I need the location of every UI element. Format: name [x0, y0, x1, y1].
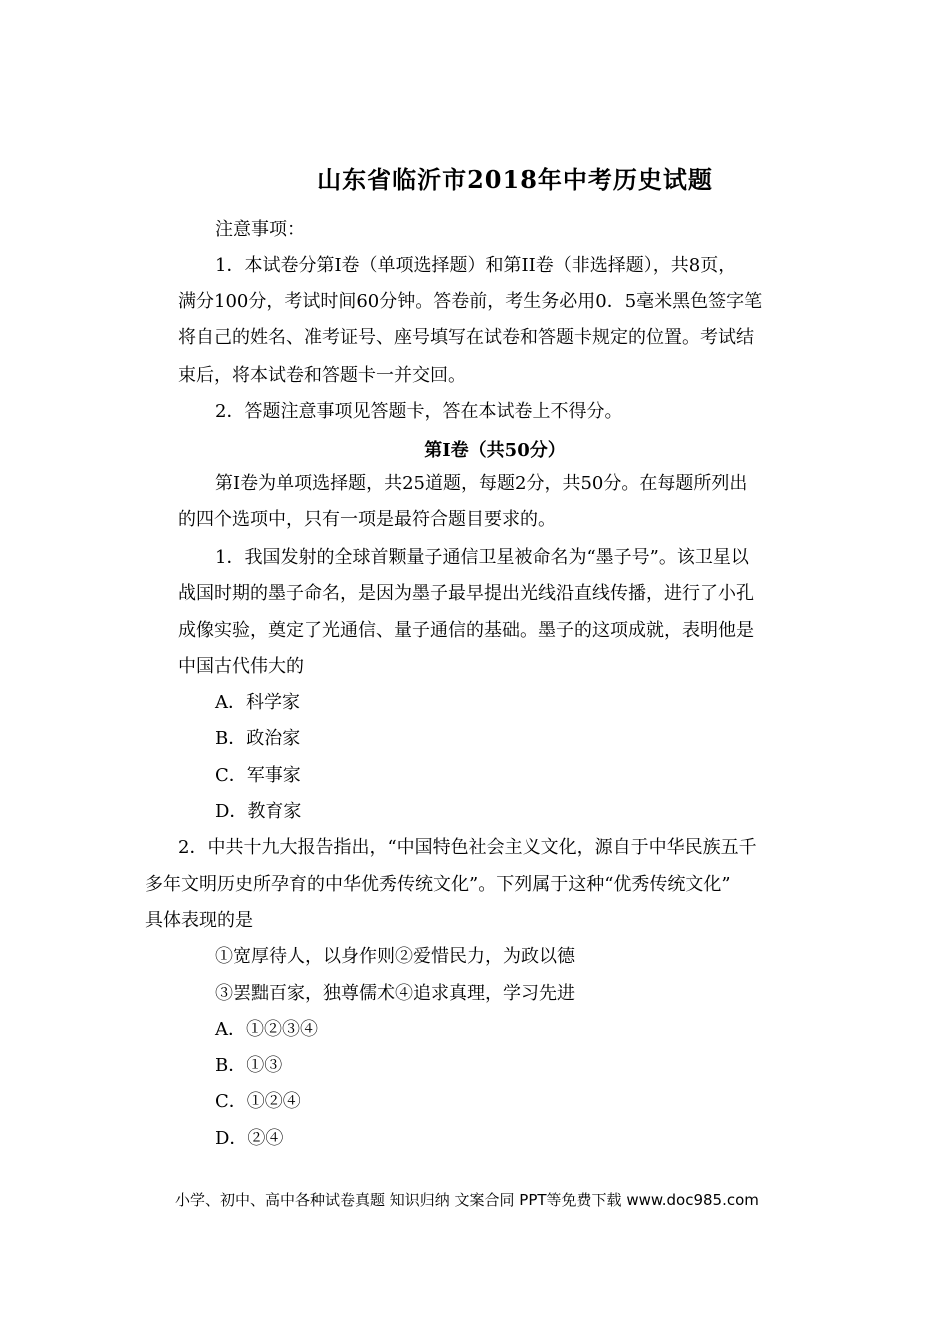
q1-stem-line4: 中国古代伟大的: [178, 656, 304, 677]
q1-stem-line1: 1．我国发射的全球首颗量子通信卫星被命名为“墨子号”。该卫星以: [215, 547, 749, 568]
q2-option-a: A．①②③④: [215, 1019, 318, 1040]
notice-item2: 2．答题注意事项见答题卡，答在本试卷上不得分。: [215, 401, 623, 422]
q2-option-d: D．②④: [215, 1128, 284, 1149]
q1-option-a: A．科学家: [215, 692, 300, 713]
page-title: 山东省临沂市2018年中考历史试题: [317, 165, 713, 194]
q2-stem-line2: 多年文明历史所孕育的中华优秀传统文化”。下列属于这种“优秀传统文化”: [145, 874, 731, 895]
notice-item1-line3: 将自己的姓名、准考证号、座号填写在试卷和答题卡规定的位置。考试结: [178, 327, 754, 348]
q1-stem-line3: 成像实验，奠定了光通信、量子通信的基础。墨子的这项成就，表明他是: [178, 620, 754, 641]
notice-heading: 注意事项：: [215, 219, 305, 240]
page-footer: 小学、初中、高中各种试卷真题 知识归纳 文案合同 PPT等免费下载 www.doc985.com: [175, 1191, 759, 1209]
section1-intro-line2: 的四个选项中，只有一项是最符合题目要求的。: [178, 509, 556, 530]
notice-item1-line4: 束后，将本试卷和答题卡一并交回。: [178, 365, 466, 386]
q1-option-b: B．政治家: [215, 728, 301, 749]
notice-item1-line1: 1．本试卷分第Ⅰ卷（单项选择题）和第II卷（非选择题），共8页，: [215, 255, 737, 276]
q2-item-line2: ③罢黜百家，独尊儒术④追求真理，学习先进: [215, 983, 575, 1004]
q2-item-line1: ①宽厚待人，以身作则②爱惜民力，为政以德: [215, 946, 575, 967]
notice-item1-line2: 满分100分，考试时间60分钟。答卷前，考生务必用0．5毫米黑色签字笔: [178, 291, 763, 312]
section1-intro-line1: 第Ⅰ卷为单项选择题，共25道题，每题2分，共50分。在每题所列出: [215, 473, 748, 494]
q1-option-c: C．军事家: [215, 765, 301, 786]
q1-option-d: D．教育家: [215, 801, 302, 822]
q1-stem-line2: 战国时期的墨子命名，是因为墨子最早提出光线沿直线传播，进行了小孔: [178, 583, 754, 604]
q2-stem-line3: 具体表现的是: [145, 910, 253, 931]
q2-option-b: B．①③: [215, 1055, 283, 1076]
section1-heading: 第Ⅰ卷（共50分）: [424, 440, 566, 461]
q2-stem-line1: 2．中共十九大报告指出，“中国特色社会主义文化，源自于中华民族五千: [178, 837, 757, 858]
q2-option-c: C．①②④: [215, 1091, 301, 1112]
